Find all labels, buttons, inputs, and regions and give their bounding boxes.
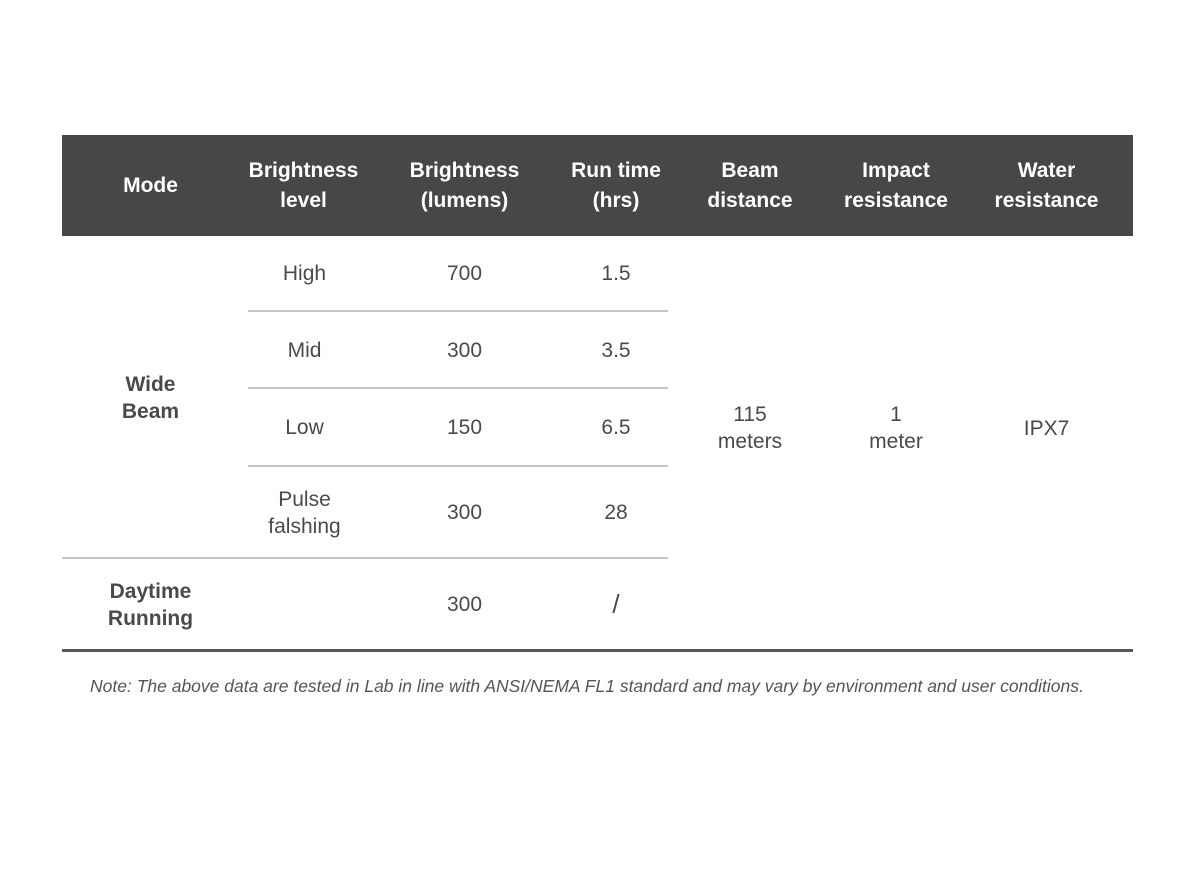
row-runtime: 28 (604, 501, 628, 524)
row-level: Mid (287, 338, 322, 362)
header-water-resistance: Water resistance (994, 158, 1099, 212)
row-runtime: 1.5 (601, 262, 631, 285)
header-run-time: Run time (hrs) (571, 158, 661, 212)
row-lumens: 700 (446, 262, 483, 285)
table-bottom-rule (62, 649, 1133, 652)
table-header (62, 135, 1133, 236)
row-runtime: 3.5 (601, 338, 631, 362)
footnote: Note: The above data are tested in Lab in line with ANSI/NEMA FL1 standard and may vary by environment and user conditions. (90, 676, 1084, 696)
water-resistance-value: IPX7 (1023, 416, 1070, 440)
row-level: High (282, 262, 327, 285)
row-runtime: 6.5 (601, 415, 631, 439)
row-level: Pulse falshing (268, 487, 341, 538)
row-runtime: / (612, 589, 620, 619)
impact-resistance-value: 1 meter (869, 403, 923, 453)
beam-distance-value: 115 meters (717, 403, 783, 453)
header-brightness-level: Brightness level (248, 158, 359, 212)
row-lumens: 300 (446, 593, 483, 616)
header-mode: Mode (123, 173, 178, 197)
mode-daytime-running: Daytime Running (107, 579, 194, 630)
header-brightness-lumens: Brightness (lumens) (409, 158, 520, 212)
mode-wide-beam: Wide Beam (121, 372, 180, 423)
header-beam-distance: Beam distance (707, 158, 793, 212)
row-lumens: 150 (446, 415, 483, 439)
row-lumens: 300 (446, 338, 483, 362)
header-impact-resistance: Impact resistance (844, 158, 948, 212)
row-lumens: 300 (446, 501, 483, 524)
row-level: Low (285, 415, 324, 439)
